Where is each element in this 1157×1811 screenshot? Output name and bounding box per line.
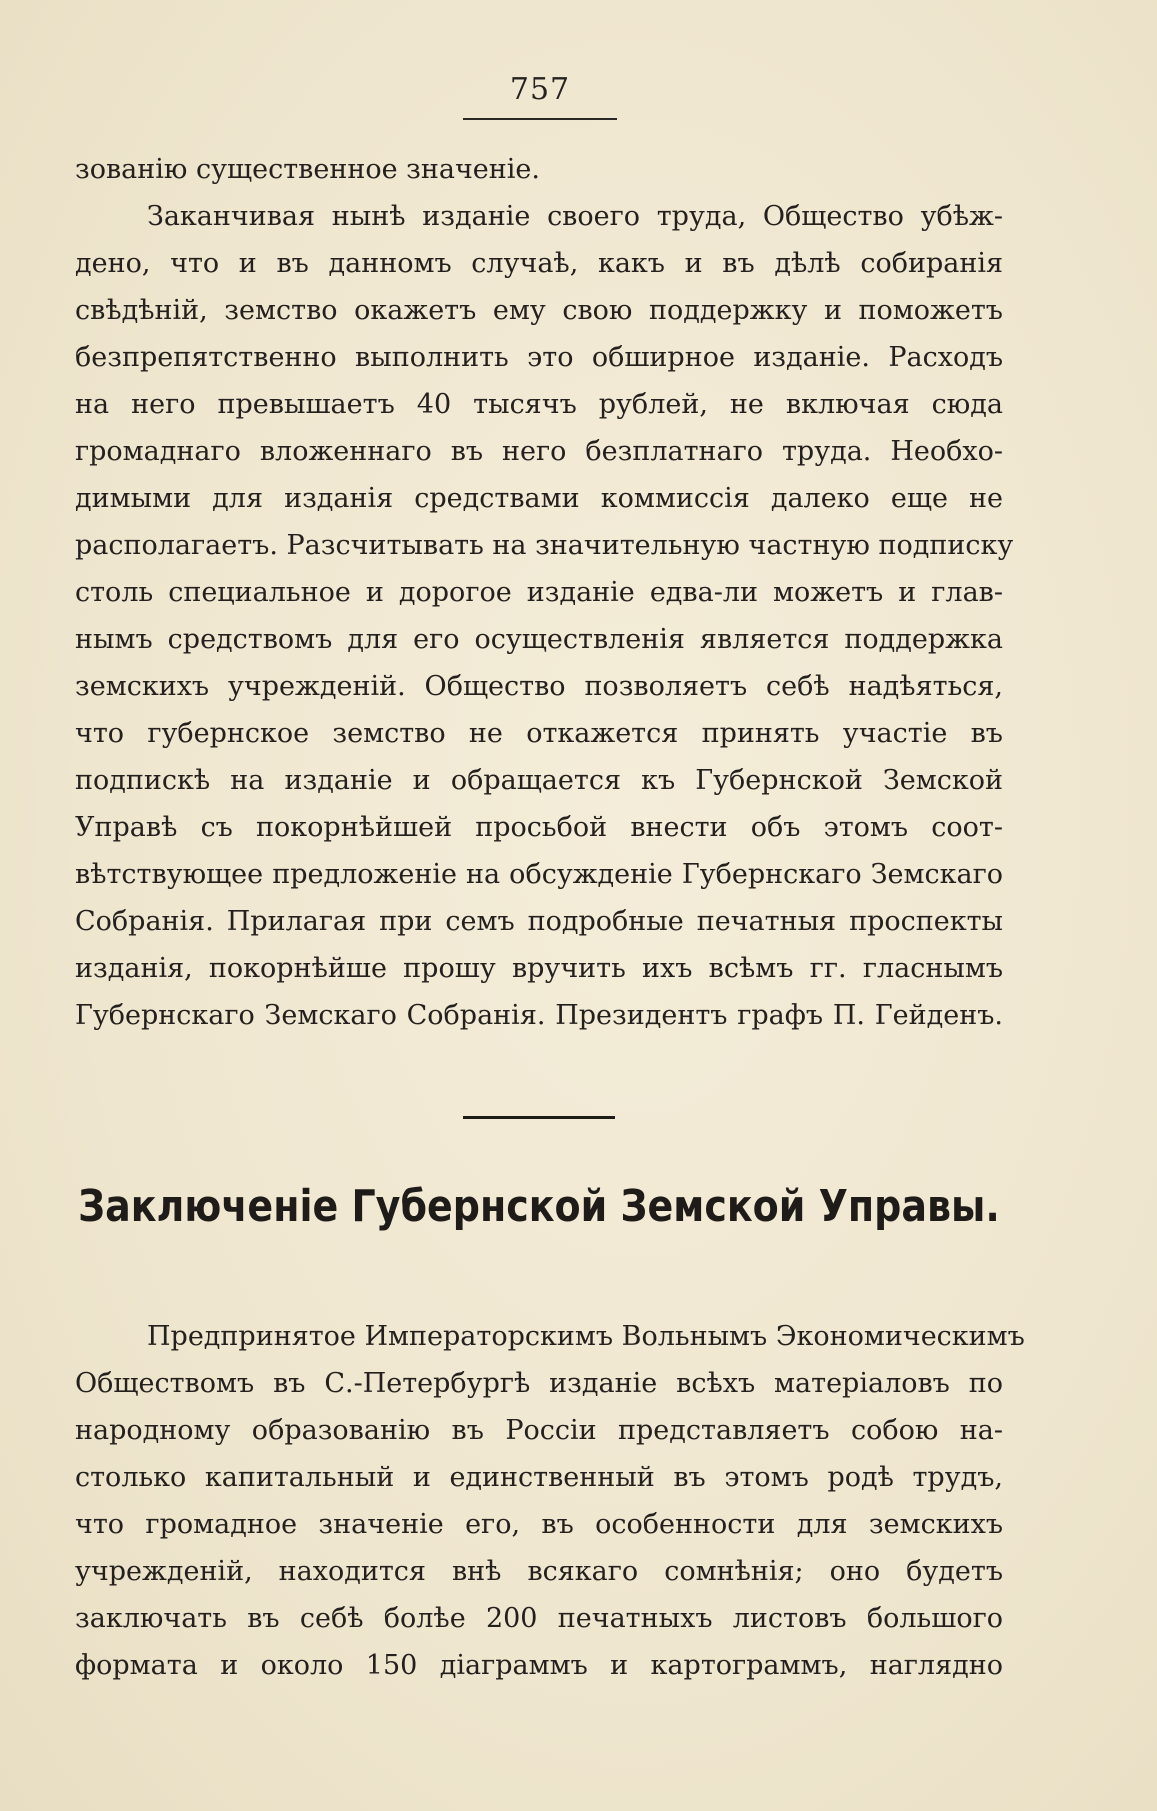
- text-line: безпрепятственно выполнить это обширное изданіе. Расходъ: [75, 342, 1003, 373]
- text-line: Губернскаго Земскаго Собранія. Президентъ графъ П. Гейденъ.: [75, 1000, 1003, 1031]
- text-line: формата и около 150 діаграммъ и картограммъ, наглядно: [75, 1650, 1003, 1681]
- text-line: вѣтствующее предложеніе на обсужденіе Губернскаго Земскаго: [75, 859, 1003, 890]
- section-2-text: [75, 1313, 1025, 1689]
- text-line: зованію существенное значеніе.: [75, 154, 540, 185]
- header-rule: [463, 118, 617, 120]
- text-line: столь специальное и дорогое изданіе едва-ли можетъ и глав-: [75, 577, 1003, 608]
- section-divider: [463, 1116, 615, 1119]
- text-line: Собранія. Прилагая при семъ подробные печатныя проспекты: [75, 906, 1003, 937]
- text-line: что громадное значеніе его, въ особенности для земскихъ: [75, 1509, 1003, 1540]
- text-line: свѣдѣній, земство окажетъ ему свою поддержку и поможетъ: [75, 295, 1003, 326]
- text-line: димыми для изданія средствами коммиссія далеко еще не: [75, 483, 1003, 514]
- text-line: дено, что и въ данномъ случаѣ, какъ и въ дѣлѣ собиранія: [75, 248, 1003, 279]
- text-line: Предпринятое Императорскимъ Вольнымъ Экономическимъ: [147, 1321, 1025, 1352]
- section-1-text: [75, 146, 1014, 1039]
- text-line: столько капитальный и единственный въ этомъ родѣ трудъ,: [75, 1462, 1003, 1493]
- text-line: нымъ средствомъ для его осуществленія является поддержка: [75, 624, 1003, 655]
- section-heading: Заключеніе Губернской Земской Управы.: [78, 1180, 1000, 1232]
- text-line: Обществомъ въ С.-Петербургѣ изданіе всѣхъ матеріаловъ по: [75, 1368, 1003, 1399]
- text-line: земскихъ учрежденій. Общество позволяетъ себѣ надѣяться,: [75, 671, 1003, 702]
- text-line: заключать въ себѣ болѣе 200 печатныхъ листовъ большого: [75, 1603, 1003, 1634]
- text-line: подпискѣ на изданіе и обращается къ Губернской Земской: [75, 765, 1003, 796]
- text-line: изданія, покорнѣйше прошу вручить ихъ всѣмъ гг. гласнымъ: [75, 953, 1003, 984]
- text-line: на него превышаетъ 40 тысячъ рублей, не включая сюда: [75, 389, 1003, 420]
- text-line: располагаетъ. Разсчитывать на значительную частную подписку: [75, 530, 1014, 561]
- text-line: народному образованію въ Россіи представляетъ собою на-: [75, 1415, 1003, 1446]
- text-line: что губернское земство не откажется принять участіе въ: [75, 718, 1003, 749]
- text-line: Заканчивая нынѣ изданіе своего труда, Общество убѣж-: [147, 201, 1003, 232]
- text-line: учрежденій, находится внѣ всякаго сомнѣнія; оно будетъ: [75, 1556, 1003, 1587]
- text-line: Управѣ съ покорнѣйшей просьбой внести объ этомъ соот-: [75, 812, 1003, 843]
- text-line: громаднаго вложеннаго въ него безплатнаго труда. Необхо-: [75, 436, 1003, 467]
- page-number: 757: [509, 72, 571, 107]
